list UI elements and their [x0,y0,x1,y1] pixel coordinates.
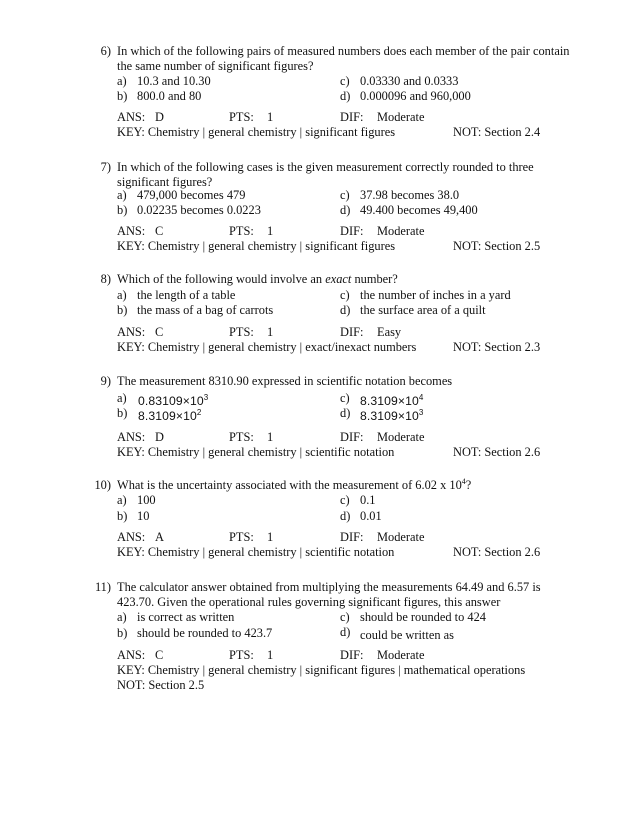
points-value: 1 [267,325,274,339]
difficulty-value: Moderate [377,110,425,124]
answer-value: A [155,530,164,544]
answer-value: D [155,110,164,124]
key-row: KEY: Chemistry | general chemistry | significant figures | mathematical operations [117,663,526,677]
question-number: 9) [100,374,111,388]
option-c: c) the number of inches in a yard [340,288,511,302]
question-stem: In which of the following pairs of measured numbers does each member of the pair contain the same number of significant figures? [117,44,570,73]
option-b: b) 0.02235 becomes 0.0223 [117,203,261,217]
difficulty-value: Easy [377,325,402,339]
option-a: a) 100 [117,493,156,507]
section-note: NOT: Section 2.6 [453,445,541,459]
question-stem: The measurement 8310.90 expressed in scientific notation becomes [117,374,453,388]
answer-value: C [155,325,164,339]
option-d-expression: $8.3109\times 10^3$ [360,407,424,423]
option-c-expression: $8.3109\times 10^4$ [360,392,424,408]
option-a: a) is correct as written [117,610,235,624]
question-stem: Which of the following would involve an exact number? [117,272,398,286]
points-value: 1 [267,224,274,238]
question-number: 6) [100,44,111,58]
key-row: KEY: Chemistry | general chemistry | exact/inexact numbers [117,340,417,354]
question-number: 8) [100,272,111,286]
emphasized-word: exact [325,272,352,286]
answer-value: C [155,224,164,238]
option-d: d) the surface area of a quilt [340,303,486,317]
section-note: NOT: Section 2.6 [453,545,541,559]
points-value: 1 [267,430,274,444]
question-number: 10) [94,478,111,492]
section-note: NOT: Section 2.4 [453,125,541,139]
section-note: NOT: Section 2.3 [453,340,541,354]
key-row: KEY: Chemistry | general chemistry | significant figures [117,239,396,253]
option-b-expression: $8.3109\times 10^2$ [138,407,202,423]
question-stem: What is the uncertainty associated with the measurement of 6.02 x $10^4$? [117,476,472,492]
answer-value: C [155,648,164,662]
difficulty-value: Moderate [377,530,425,544]
option-d: d) 0.000096 and 960,000 [340,89,471,103]
option-c: c) 0.03330 and 0.0333 [340,74,459,88]
document-page: 6) In which of the following pairs of measured numbers does each member of the pair contain the same number of significant figures? a) 10.3 and 10.30 c) 0.03330 and 0.0333 b) 800.0 and 80 d) 0.000096 and 960,000 ANS: D PTS: 1 DIF: Moderate KEY: Chemistry | general chemistry | significant figures NOT: Section 2.4 7) In which of the following cases is the given measurement correctly rounded to three significant figures? a) 479,000 becomes 479 c) 37.98 becomes 38.0 b) 0.02235 becomes 0.0223 d) 49.400 becomes 49,400 ANS: C PTS: 1 DIF: Moderate KEY: Chemistry | general chemistry | significant figures NOT: Section 2.5 8) Which of the following would involve an exact number? a) the length of a table c) the number of inches in a yard b) the mass of a bag of carrots d) the surface area of a quilt ANS: C PTS: 1 DIF: Easy KEY: Chemistry | general chemistry | exact/inexact numbers NOT: Section 2.3 9) The measurement 8310.90 expressed in scientific notation becomes a) $0.83109\times 10^3$ c) $8.3109\times 10^4$ b) $8.3109\times 10^2$ d) $8.3109\times 10^3$ ANS: D PTS: 1 DIF: Moderate KEY: Chemistry | general chemistry | scientific notation NOT: Section 2.6 10) What is the uncertainty associated with the measurement of 6.02 x $10^4$? a) 100 c) 0.1 b) 10 d) 0.01 ANS: A PTS: 1 DIF: Moderate KEY: Chemistry | general chemistry | scientific notation NOT: Section 2.6 11) The calculator answer obtained from multiplying the measurements 64.49 and 6.57 is 423.70. Given the operational rules governing significant figures, this answer a) is correct as written c) should be rounded to 424 b) should be rounded to 423.7 d) could be written as ANS: C PTS: 1 DIF: Moderate KEY: Chemistry | general chemistry | significant figures | mathematical operations NOT: Section 2.5 [0,0,638,826]
points-value: 1 [267,530,274,544]
option-d: d) [340,406,351,420]
option-c: c) 37.98 becomes 38.0 [340,188,460,202]
option-a: a) [117,391,127,405]
key-row: KEY: Chemistry | general chemistry | scientific notation [117,445,395,459]
option-b: b) 800.0 and 80 [117,89,202,103]
option-a-expression: $0.83109\times 10^3$ [138,392,209,408]
question-number: 11) [94,580,111,594]
option-d: d) could be written as [340,625,454,642]
difficulty-value: Moderate [377,648,425,662]
option-c: c) [340,391,350,405]
section-note: NOT: Section 2.5 [453,239,541,253]
section-note: NOT: Section 2.5 [117,678,205,692]
answer-value: D [155,430,164,444]
points-value: 1 [267,110,274,124]
difficulty-value: Moderate [377,430,425,444]
question-stem: In which of the following cases is the given measurement correctly rounded to three significant figures? [117,160,534,189]
option-a: a) the length of a table [117,288,236,302]
option-c: c) 0.1 [340,493,376,507]
option-b: b) should be rounded to 423.7 [117,626,273,640]
option-a: a) 479,000 becomes 479 [117,188,246,202]
option-d: d) 0.01 [340,509,382,523]
points-value: 1 [267,648,274,662]
key-row: KEY: Chemistry | general chemistry | significant figures [117,125,396,139]
option-c: c) should be rounded to 424 [340,610,486,624]
option-b: b) the mass of a bag of carrots [117,303,274,317]
question-number: 7) [100,160,111,174]
key-row: KEY: Chemistry | general chemistry | scientific notation [117,545,395,559]
option-d: d) 49.400 becomes 49,400 [340,203,478,217]
option-b: b) [117,406,128,420]
difficulty-value: Moderate [377,224,425,238]
option-a: a) 10.3 and 10.30 [117,74,211,88]
question-stem: The calculator answer obtained from multiplying the measurements 64.49 and 6.57 is 423.70. Given the operational rules governing significant figures, this answer [117,580,541,609]
option-b: b) 10 [117,509,150,523]
